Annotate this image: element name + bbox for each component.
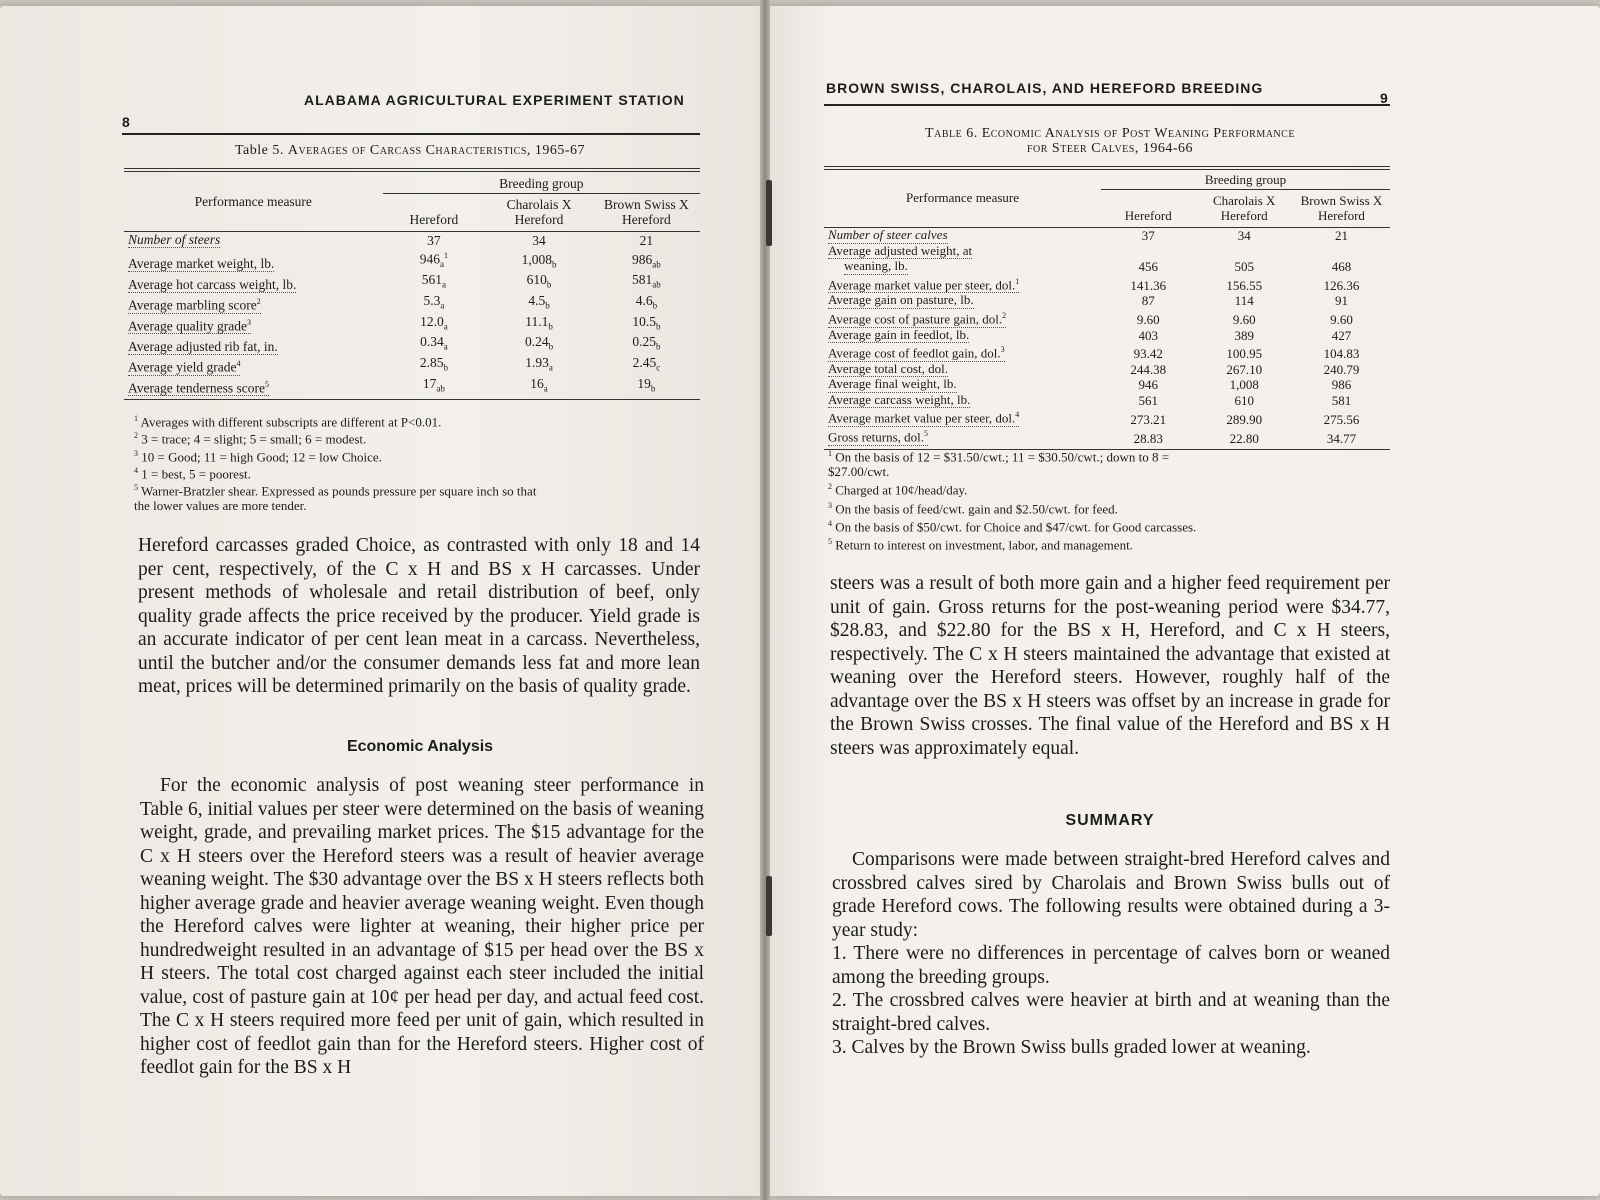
table5-row-label xyxy=(124,314,383,335)
table5-footnote-number: 2 xyxy=(134,431,138,441)
table6-cell-brownswiss: 34.77 xyxy=(1326,430,1357,446)
table5-cell-hereford-subscript: a xyxy=(440,259,445,270)
table6-row xyxy=(824,343,1390,362)
table5-row xyxy=(124,232,700,249)
table6-footnote-text: On the basis of feed/cwt. gain and $2.50/cwt. for feed. xyxy=(832,500,1118,516)
table5-cell-brownswiss: $2.45_c$ xyxy=(632,354,661,373)
table6-row-label-note: 5 xyxy=(924,429,929,439)
table6-cell-brownswiss: 986 xyxy=(1331,377,1352,393)
right-page-number: 9 xyxy=(1380,90,1388,106)
table6-row-label-text: Average total cost, dol. xyxy=(828,360,948,376)
table6-row xyxy=(824,393,1390,409)
table6-cell-hereford: 28.83 xyxy=(1133,430,1163,446)
table6-row xyxy=(824,427,1390,446)
table6-cell-hereford: 37 xyxy=(1141,228,1155,243)
table5-cell-brownswiss-subscript: b xyxy=(652,300,658,311)
table6-footnote-number: 4 xyxy=(828,518,832,528)
table6-cell-charolais: 9.60 xyxy=(1232,312,1256,328)
table6-cell-brownswiss: 21 xyxy=(1334,228,1348,243)
table5-cell-brownswiss: $4.6_b$ xyxy=(635,292,658,311)
staple-bottom xyxy=(766,876,772,936)
table5-row-label-text: Average quality grade$^3$ xyxy=(128,315,251,335)
table6-cell-hereford: 244.38 xyxy=(1130,361,1167,377)
table6-row xyxy=(824,309,1390,328)
right-head-rule xyxy=(824,104,1390,106)
table6-cell-brownswiss: 581 xyxy=(1331,392,1352,408)
summary-list xyxy=(832,942,1390,1060)
table5-row xyxy=(124,334,700,355)
table5-cell-hereford-note: 1 xyxy=(444,251,449,260)
table6-row xyxy=(824,228,1390,244)
table5-footnote-text: the lower values are more tender. xyxy=(134,497,307,513)
table5-cell-hereford: $17_{ab}$ xyxy=(422,375,445,394)
table6-row-label-note: 2 xyxy=(1002,310,1007,320)
table5-cell-hereford-subscript: a xyxy=(443,321,448,332)
table5-caption-title: Averages of Carcass Characteristics, 1965-67 xyxy=(287,143,586,158)
table5-cell-charolais-subscript: a xyxy=(548,362,553,373)
table5-top-rule xyxy=(124,168,700,172)
table5-cell-hereford-subscript: a xyxy=(442,279,447,290)
table6-row-label-text: Average adjusted weight, at xyxy=(828,242,973,258)
table6-row-label xyxy=(824,293,1101,309)
table5-caption-prefix: Table 5. xyxy=(234,143,284,158)
table6-row-label xyxy=(824,244,1101,260)
table6-row xyxy=(824,275,1390,294)
table5-cell-brownswiss-subscript: b xyxy=(650,383,656,394)
table5 xyxy=(124,176,700,400)
table5-cell-brownswiss: $10.5_b$ xyxy=(632,313,661,332)
table6-row-label xyxy=(824,328,1101,344)
table6-row-label xyxy=(824,343,1101,362)
table6-cell-charolais: 114 xyxy=(1234,293,1254,309)
table5-cell-hereford-subscript: a xyxy=(440,300,445,311)
table6-measure-header: Performance measure xyxy=(906,190,1020,205)
table5-cell-brownswiss: $986_{ab}$ xyxy=(632,251,661,270)
table6-row-label-text: Gross returns, dol.$^5$ xyxy=(828,429,929,445)
summary-item: 2. The crossbred calves were heavier at birth and at weaning than the straight-bred calves. xyxy=(832,990,1390,1035)
table5-row-label-text: Average hot carcass weight, lb. xyxy=(128,276,297,292)
table6-row-label xyxy=(824,259,1101,275)
table5-cell-hereford-subscript: a xyxy=(443,341,448,352)
table5-footnote-text: Warner-Bratzler shear. Expressed as pounds pressure per square inch so that xyxy=(138,483,537,499)
table5-cell-charolais-subscript: b xyxy=(548,341,554,352)
table5-row-label-note: 5 xyxy=(264,379,269,389)
table6-col-hereford: Hereford xyxy=(1124,208,1172,223)
summary-item: 1. There were no differences in percentage of calves born or weaned among the breeding groups. xyxy=(832,943,1390,988)
table5-measure-header: Performance measure xyxy=(194,194,312,209)
table5-cell-charolais-subscript: b xyxy=(548,321,553,332)
table6-cell-charolais: 610 xyxy=(1234,392,1254,408)
table5-footnote-number: 5 xyxy=(134,483,138,493)
table6-cell-charolais xyxy=(1195,244,1292,260)
table5-row-label xyxy=(124,355,383,376)
table5-footnote-text: Averages with different subscripts are different at P<0.01. xyxy=(138,414,442,430)
table6-row-label xyxy=(824,393,1101,409)
table6-footnote-text: $27.00/cwt. xyxy=(828,464,890,480)
table5-cell-charolais: $0.24_b$ xyxy=(524,334,554,352)
table6-row xyxy=(824,377,1390,393)
table6-row xyxy=(824,244,1390,260)
table5-row xyxy=(124,314,700,335)
table5-cell-brownswiss-subscript: b xyxy=(655,341,661,352)
table5-cell-brownswiss: 21 xyxy=(639,233,654,248)
table6-row-label-text: Average gain on pasture, lb. xyxy=(828,292,974,308)
table5-cell-hereford-subscript: ab xyxy=(436,383,445,394)
table5-footnote xyxy=(134,499,536,513)
table6-cell-charolais: 267.10 xyxy=(1226,361,1263,377)
table5-cell-charolais-subscript: a xyxy=(543,383,548,394)
table6-row-label-text: Average cost of feedlot gain, dol.$^3$ xyxy=(828,345,1005,361)
table6-cell-charolais: 22.80 xyxy=(1229,430,1259,446)
table5-footnote-text: 10 = Good; 11 = high Good; 12 = low Choice. xyxy=(138,448,382,464)
summary-block xyxy=(832,848,1390,1060)
table5-cell-brownswiss-subscript: ab xyxy=(652,279,661,290)
table5-row-label-note: 3 xyxy=(246,317,251,327)
table5-group-header: Breeding group xyxy=(383,176,700,194)
table6-caption-line2: for Steer Calves, 1964-66 xyxy=(1026,141,1194,156)
table5-cell-brownswiss: $19_b$ xyxy=(637,375,656,394)
summary-item: 3. Calves by the Brown Swiss bulls graded lower at weaning. xyxy=(832,1037,1311,1058)
table5-footnote-number: 1 xyxy=(134,414,138,423)
table6-row-label xyxy=(824,377,1101,393)
table6-row-label xyxy=(824,408,1101,427)
table6-cell-hereford: 87 xyxy=(1141,293,1155,309)
table5-footnote xyxy=(134,429,536,446)
table5-row-label-note: 4 xyxy=(236,359,241,369)
table5-footnote xyxy=(134,412,536,429)
table5-body xyxy=(124,232,700,397)
table5-row-label xyxy=(124,334,383,355)
table6-cell-brownswiss: 104.83 xyxy=(1323,346,1360,362)
table5-cell-hereford: $561_a$ xyxy=(421,272,447,290)
table5-cell-charolais: $1.93_a$ xyxy=(525,354,553,373)
left-para-2-text: For the economic analysis of post weaning steer performance in Table 6, initial values per steer were determined on the basis of weaning weight, grade, and prevailing market prices. The $15 advantage for the C x H steers over the Hereford steers was a result of heavier average weaning weight. The $30 advantage over the BS x H steers reflects both higher average grade and heavier average weaning weight. Even though the Hereford calves were lighter at weaning, their higher price per hundredweight resulted in an advantage of $15 per head over the BS x H steers. The total cost charged against each steer included the initial value, cost of pasture gain at 10¢ per head per day, and actual feed cost. The C x H steers required more feed per unit of gain, which resulted in higher cost of feedlot gain than for the Hereford steers. Higher cost of feedlot gain for the BS x H xyxy=(140,775,704,1078)
table6-row xyxy=(824,259,1390,275)
table5-cell-hereford: $2.85_b$ xyxy=(419,354,448,373)
table6-cell-hereford: 9.60 xyxy=(1136,312,1160,328)
table6-cell-brownswiss: 275.56 xyxy=(1323,411,1360,427)
table6-cell-charolais: 156.55 xyxy=(1226,277,1263,293)
table5-cell-charolais: $610_b$ xyxy=(526,272,552,290)
table6-group-header: Breeding group xyxy=(1101,172,1390,190)
table5-cell-hereford: $12.0_a$ xyxy=(420,313,448,332)
table5-cell-hereford: $0.34_a$ xyxy=(420,334,448,352)
table6-row xyxy=(824,408,1390,427)
table6-row-label-note: 1 xyxy=(1015,276,1020,286)
table6-footnotes xyxy=(828,446,1196,553)
table5-footnote-text: 1 = best, 5 = poorest. xyxy=(138,466,251,482)
summary-heading: SUMMARY xyxy=(1065,812,1155,829)
table5-row-label-note: 2 xyxy=(256,297,261,307)
table5-cell-hereford: $5.3_a$ xyxy=(423,292,445,311)
table6-footnote-text: Charged at 10¢/head/day. xyxy=(832,482,968,498)
table6-row-label-text xyxy=(828,228,948,244)
table5-row-label xyxy=(124,376,383,397)
table6-row-label-note: 4 xyxy=(1015,410,1020,420)
table5-cell-charolais: $1,008_b$ xyxy=(521,251,557,270)
table6-cell-charolais: 389 xyxy=(1234,327,1254,343)
table5-row xyxy=(124,272,700,293)
table6-row xyxy=(824,328,1390,344)
table6-cell-hereford: 93.42 xyxy=(1133,346,1163,362)
table6-row-label-note: 3 xyxy=(1000,345,1005,355)
table6-cell-hereford: 273.21 xyxy=(1130,411,1167,427)
table5-cell-charolais: $11.1_b$ xyxy=(525,313,553,332)
table5-cell-charolais-subscript: b xyxy=(546,279,552,290)
table6-cell-brownswiss: 468 xyxy=(1331,259,1352,274)
left-page-number: 8 xyxy=(122,114,130,130)
table5-cell-hereford-subscript: b xyxy=(443,362,448,373)
table6-row-label-italic: Number of steer calves xyxy=(828,227,948,242)
table6-row-label-text: Average market value per steer, dol.$^4$ xyxy=(828,410,1020,426)
table5-caption xyxy=(190,143,630,159)
table6-cell-brownswiss: 240.79 xyxy=(1323,361,1360,377)
table6-row-label xyxy=(824,275,1101,294)
table5-row-label-text: Average adjusted rib fat, in. xyxy=(128,338,278,354)
table6-footnote xyxy=(828,498,1196,516)
table6-footnote xyxy=(828,516,1196,534)
table6-row-label-text: Average final weight, lb. xyxy=(828,376,957,392)
table5-cell-charolais: $4.5_b$ xyxy=(528,292,550,311)
table6-col-charolais: Charolais X Hereford xyxy=(1212,193,1276,223)
left-head-rule xyxy=(122,133,700,135)
table6-footnote xyxy=(828,446,1196,464)
table5-row xyxy=(124,355,700,376)
table5-cell-brownswiss-subscript: ab xyxy=(652,259,661,270)
table6-row xyxy=(824,293,1390,309)
table5-footnote xyxy=(134,481,536,498)
table5-row xyxy=(124,376,700,397)
table6-cell-hereford: 456 xyxy=(1138,259,1159,274)
right-para-1 xyxy=(830,572,1390,760)
table6-cell-brownswiss: 126.36 xyxy=(1323,277,1360,293)
table6-caption xyxy=(850,126,1370,156)
table6-row-label-text: Average market value per steer, dol.$^1$ xyxy=(828,276,1020,292)
table5-cell-brownswiss-subscript: b xyxy=(655,321,661,332)
table5-col-brownswiss: Brown Swiss X Hereford xyxy=(604,197,689,227)
table5-cell-brownswiss: $581_{ab}$ xyxy=(632,272,661,290)
table5-col-hereford: Hereford xyxy=(409,212,459,227)
table6-footnote-number: 3 xyxy=(828,500,832,510)
table6-row-label-text: Average cost of pasture gain, dol.$^2$ xyxy=(828,310,1007,327)
table6-row-label-text: Average gain in feedlot, lb. xyxy=(828,326,970,342)
staple-top xyxy=(766,180,772,246)
table6-footnote-text: Return to interest on investment, labor, and management. xyxy=(832,537,1133,553)
table5-cell-brownswiss: $0.25_b$ xyxy=(632,334,661,352)
table5-cell-charolais: $16_a$ xyxy=(530,375,548,394)
right-para-1-text: steers was a result of both more gain and a higher feed requirement per unit of gain. Gross returns for the post-weaning period were $34.77, $28.83, and $22.80 for the BS x H, Hereford, and C x H steers, respectively. The C x H steers maintained the advantage that existed at weaning over the Hereford steers. However, roughly half of the advantage over the BS x H steers was offset by an increase in grade for the Brown Swiss crosses. The final value of the Hereford and BS x H steers was approximately equal. xyxy=(830,573,1390,759)
table5-footnotes xyxy=(134,412,536,513)
table6-row-label xyxy=(824,362,1101,378)
table5-row xyxy=(124,293,700,314)
table5-footnote xyxy=(134,447,536,464)
table6-cell-hereford xyxy=(1101,244,1195,260)
table5-row-label-text: Average yield grade$^4$ xyxy=(128,356,240,376)
table5-row-label-italic: Number of steers xyxy=(128,232,221,247)
table6-cell-brownswiss: 9.60 xyxy=(1330,312,1353,328)
table6-row-label xyxy=(824,427,1101,446)
table5-cell-charolais-subscript: b xyxy=(545,300,550,311)
table5-row-label xyxy=(124,232,383,249)
table5-row-label-text xyxy=(128,232,220,248)
table5-row-label xyxy=(124,248,383,272)
table6-cell-brownswiss xyxy=(1293,244,1390,260)
table5-row xyxy=(124,248,700,272)
table6-row-label xyxy=(824,228,1101,244)
right-running-head: BROWN SWISS, CHAROLAIS, AND HEREFORD BREEDING xyxy=(826,80,1264,96)
left-para-1-text: Hereford carcasses graded Choice, as contrasted with only 18 and 14 per cent, respectively, of the C x H and BS x H carcasses. Under present methods of wholesale and retail distribution of beef, only quality grade affects the price received by the producer. Yield grade is an accurate indicator of per cent lean meat in a carcass. Nevertheless, until the butcher and/or the consumer demands less fat and more lean meat, prices will be determined primarily on the basis of quality grade. xyxy=(138,535,700,697)
table6-footnote xyxy=(828,534,1196,552)
table6-cell-hereford: 561 xyxy=(1138,392,1159,408)
table6-cell-hereford: 141.36 xyxy=(1130,277,1167,293)
table6-cell-brownswiss: 427 xyxy=(1331,327,1352,343)
table6-row-label-text: weaning, lb. xyxy=(844,258,908,273)
table5-cell-charolais-subscript: b xyxy=(551,259,557,270)
left-para-1 xyxy=(138,534,700,699)
table6-cell-hereford: 946 xyxy=(1138,377,1159,393)
table5-cell-charolais: 34 xyxy=(532,233,546,248)
table6-cell-charolais: 505 xyxy=(1234,259,1254,274)
table6-footnote-number: 1 xyxy=(828,449,832,458)
table5-cell-brownswiss-subscript: c xyxy=(656,362,661,373)
table5-col-charolais: Charolais X Hereford xyxy=(506,197,572,227)
summary-intro: Comparisons were made between straight-bred Hereford calves and crossbred calves sired by Charolais and Brown Swiss bulls out of grade Hereford cows. The following results were obtained during a 3-year study: xyxy=(832,849,1390,941)
economic-analysis-heading: Economic Analysis xyxy=(346,738,494,755)
table6-cell-charolais: 289.90 xyxy=(1226,411,1263,427)
table6-footnote-text: On the basis of 12 = $31.50/cwt.; 11 = $30.50/cwt.; down to 8 = xyxy=(832,449,1170,465)
table5-cell-hereford: $946_a^1$ xyxy=(419,251,449,270)
table5-row-label xyxy=(124,293,383,314)
table5-row-label-text: Average market weight, lb. xyxy=(128,256,275,272)
table5-row-label-text: Average marbling score$^2$ xyxy=(128,294,261,314)
table5-row-label xyxy=(124,272,383,293)
table6-footnote xyxy=(828,479,1196,497)
table5-row-label-text: Average tenderness score$^5$ xyxy=(128,377,269,397)
table5-footnote-number: 3 xyxy=(134,448,138,458)
table5-footnote xyxy=(134,464,536,481)
left-para-2 xyxy=(140,774,704,1080)
table6 xyxy=(824,172,1390,450)
table6-footnote xyxy=(828,464,1196,479)
table6-cell-charolais: 1,008 xyxy=(1229,377,1259,393)
table6-caption-line1: Table 6. Economic Analysis of Post Weaning Performance xyxy=(925,126,1295,141)
table6-cell-brownswiss: 91 xyxy=(1334,293,1348,309)
table6-cell-hereford: 403 xyxy=(1138,327,1159,343)
table5-footnote-text: 3 = trace; 4 = slight; 5 = small; 6 = modest. xyxy=(138,431,367,447)
table6-row-label xyxy=(824,309,1101,328)
table6-footnote-number: 2 xyxy=(828,482,832,492)
table6-cell-charolais: 100.95 xyxy=(1226,346,1263,362)
table5-footnote-number: 4 xyxy=(134,465,138,475)
table6-top-rule xyxy=(824,166,1390,170)
table6-footnote-number: 5 xyxy=(828,537,832,547)
table6-col-brownswiss: Brown Swiss X Hereford xyxy=(1300,193,1383,223)
table6-body xyxy=(824,228,1390,447)
table6-row xyxy=(824,362,1390,378)
left-running-head: ALABAMA AGRICULTURAL EXPERIMENT STATION xyxy=(304,92,685,108)
table6-row-label-text: Average carcass weight, lb. xyxy=(828,391,971,407)
table6-cell-charolais: 34 xyxy=(1237,228,1251,243)
table6-footnote-text: On the basis of $50/cwt. for Choice and $47/cwt. for Good carcasses. xyxy=(832,519,1197,535)
table5-cell-hereford: 37 xyxy=(427,233,441,248)
